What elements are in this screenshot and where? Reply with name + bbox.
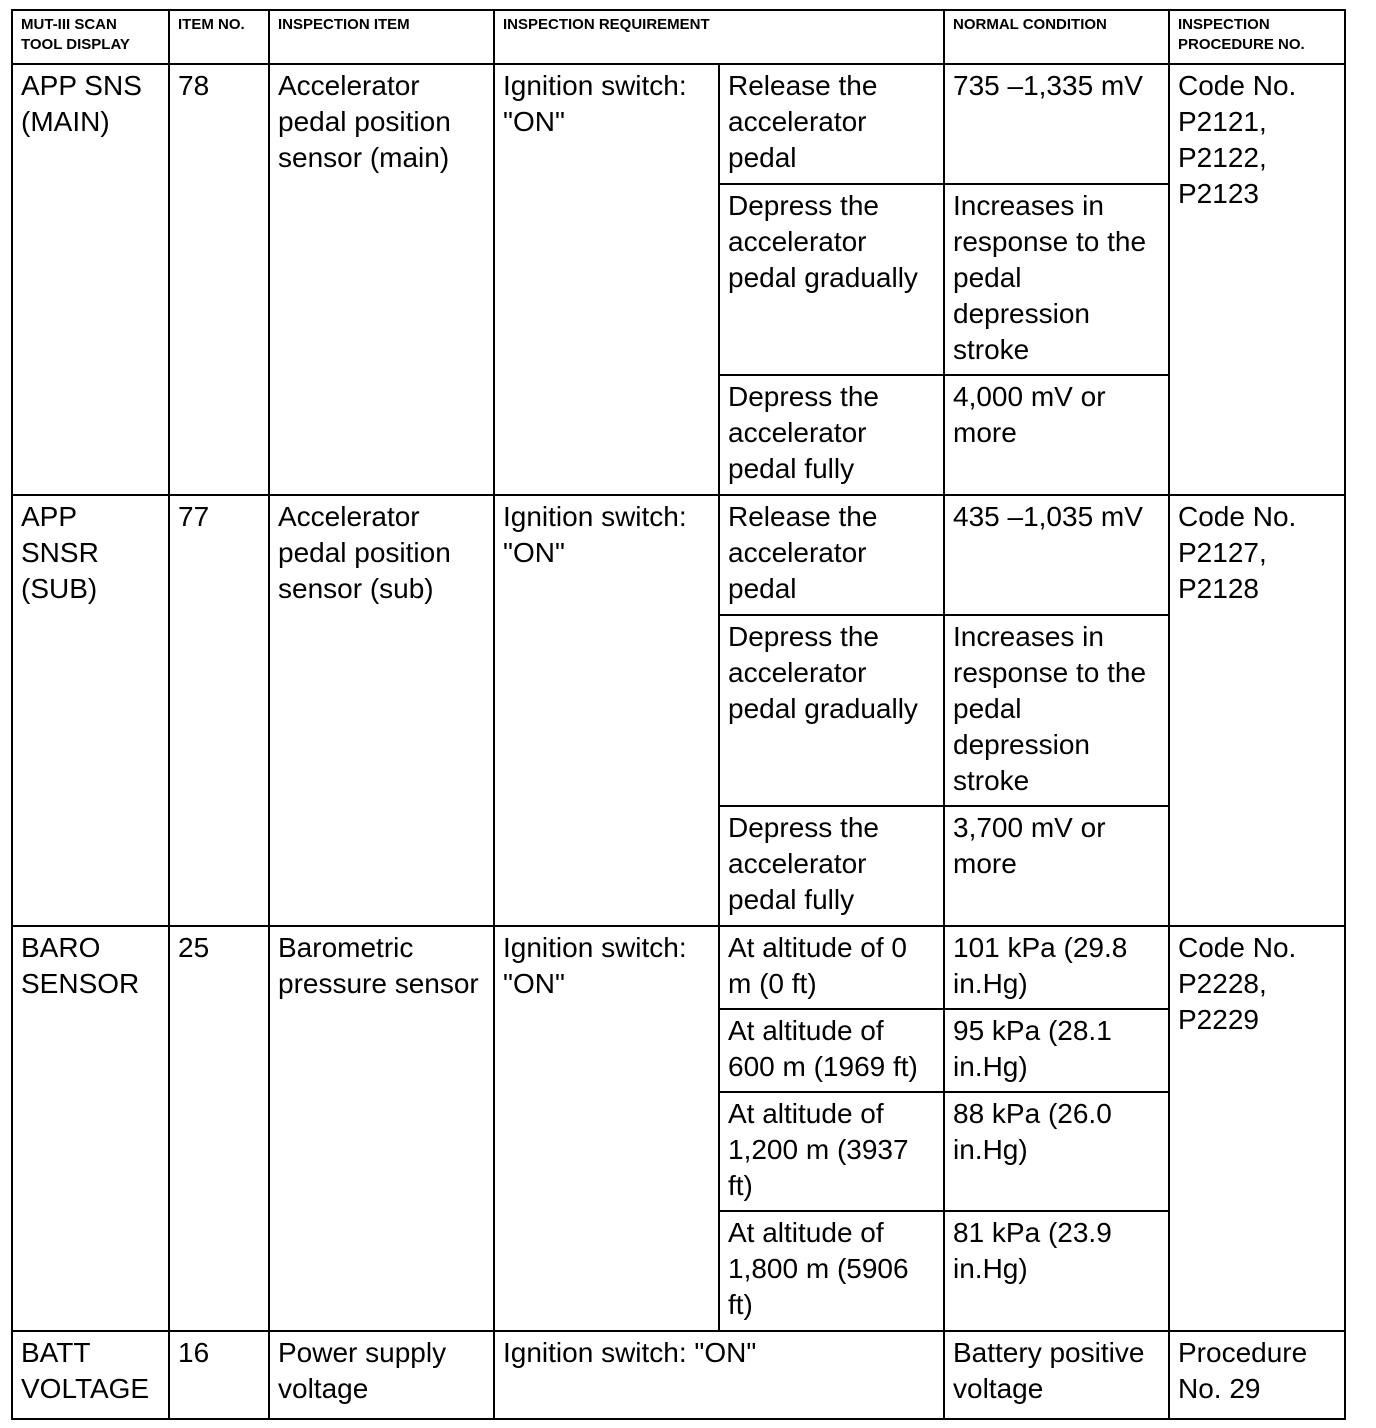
normal-condition-cell: 435 –1,035 mV <box>944 495 1169 615</box>
normal-condition-cell: 4,000 mV or more <box>944 375 1169 495</box>
procedure-cell: Code No. P2127, P2128 <box>1169 495 1345 926</box>
header-item-no: ITEM NO. <box>169 10 269 64</box>
item-no-cell: 16 <box>169 1331 269 1419</box>
condition-cell: Release the accelerator pedal <box>719 495 944 615</box>
table-row <box>12 1331 1345 1419</box>
normal-condition-cell: 95 kPa (28.1 in.Hg) <box>944 1009 1169 1092</box>
header-inspection-item: INSPECTION ITEM <box>269 10 494 64</box>
inspection-item-cell: Accelerator pedal position sensor (main) <box>269 64 494 495</box>
normal-condition-cell: 88 kPa (26.0 in.Hg) <box>944 1092 1169 1211</box>
display-cell: BARO SENSOR <box>12 926 169 1331</box>
table-row <box>12 495 1345 615</box>
header-row <box>12 10 1345 64</box>
normal-condition-cell: Battery positive voltage <box>944 1331 1169 1419</box>
table-row <box>12 64 1345 184</box>
item-no-cell: 78 <box>169 64 269 495</box>
condition-cell: Depress the accelerator pedal fully <box>719 375 944 495</box>
header-requirement: INSPECTION REQUIREMENT <box>494 10 944 64</box>
table-row <box>12 926 1345 1009</box>
condition-cell: Depress the accelerator pedal gradually <box>719 184 944 375</box>
inspection-table <box>11 9 1346 1420</box>
normal-condition-cell: 735 –1,335 mV <box>944 64 1169 184</box>
header-display: MUT-III SCAN TOOL DISPLAY <box>12 10 169 64</box>
normal-condition-cell: 81 kPa (23.9 in.Hg) <box>944 1211 1169 1331</box>
inspection-item-cell: Power supply voltage <box>269 1331 494 1419</box>
requirement-cell: Ignition switch: "ON" <box>494 926 719 1331</box>
condition-cell: Release the accelerator pedal <box>719 64 944 184</box>
condition-cell: At altitude of 1,200 m (3937 ft) <box>719 1092 944 1211</box>
display-cell: APP SNS (MAIN) <box>12 64 169 495</box>
normal-condition-cell: 3,700 mV or more <box>944 806 1169 926</box>
condition-cell: Depress the accelerator pedal fully <box>719 806 944 926</box>
condition-cell: At altitude of 600 m (1969 ft) <box>719 1009 944 1092</box>
display-cell: APP SNSR (SUB) <box>12 495 169 926</box>
inspection-item-cell: Barometric pressure sensor <box>269 926 494 1331</box>
requirement-cell: Ignition switch: "ON" <box>494 64 719 495</box>
requirement-cell: Ignition switch: "ON" <box>494 1331 944 1419</box>
header-procedure-no: INSPECTION PROCEDURE NO. <box>1169 10 1345 64</box>
normal-condition-cell: Increases in response to the pedal depression stroke <box>944 184 1169 375</box>
display-cell: BATT VOLTAGE <box>12 1331 169 1419</box>
condition-cell: At altitude of 0 m (0 ft) <box>719 926 944 1009</box>
item-no-cell: 77 <box>169 495 269 926</box>
item-no-cell: 25 <box>169 926 269 1331</box>
procedure-cell: Procedure No. 29 <box>1169 1331 1345 1419</box>
procedure-cell: Code No. P2121, P2122, P2123 <box>1169 64 1345 495</box>
condition-cell: Depress the accelerator pedal gradually <box>719 615 944 806</box>
normal-condition-cell: 101 kPa (29.8 in.Hg) <box>944 926 1169 1009</box>
inspection-item-cell: Accelerator pedal position sensor (sub) <box>269 495 494 926</box>
procedure-cell: Code No. P2228, P2229 <box>1169 926 1345 1331</box>
normal-condition-cell: Increases in response to the pedal depression stroke <box>944 615 1169 806</box>
requirement-cell: Ignition switch: "ON" <box>494 495 719 926</box>
condition-cell: At altitude of 1,800 m (5906 ft) <box>719 1211 944 1331</box>
header-normal-condition: NORMAL CONDITION <box>944 10 1169 64</box>
